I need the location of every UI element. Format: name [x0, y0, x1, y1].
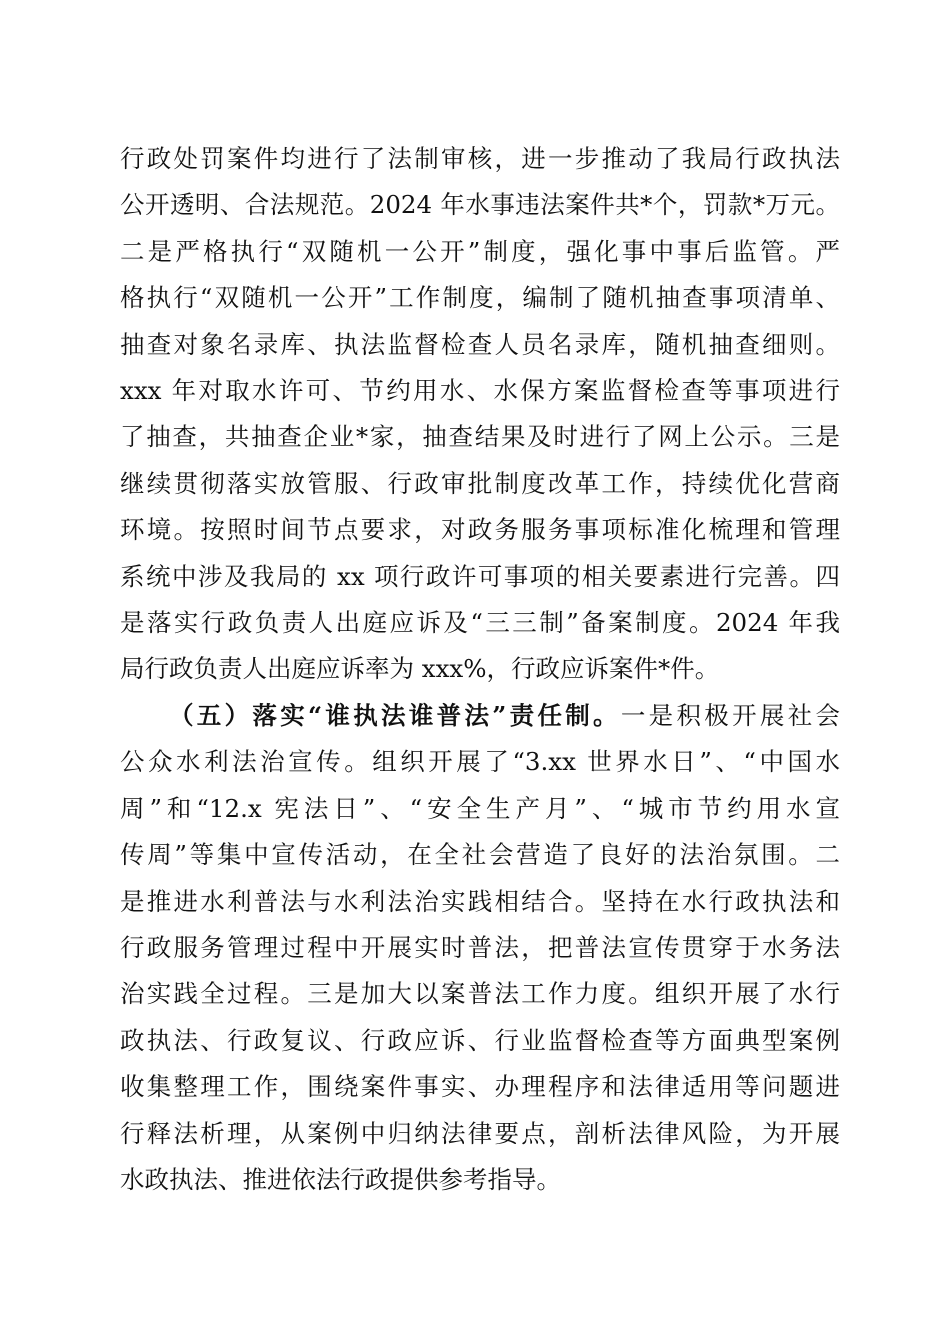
paragraph-2	[120, 693, 840, 1203]
heading-line-rest: 一是积极开展社会	[620, 701, 841, 730]
paragraph-line: 环境。按照时间节点要求，对政务服务事项标准化梳理和管理	[120, 515, 840, 545]
paragraph-line: 治实践全过程。三是加大以案普法工作力度。组织开展了水行	[120, 979, 840, 1009]
paragraph-line: 是推进水利普法与水利法治实践相结合。坚持在水行政执法和	[120, 886, 840, 916]
paragraph-line: xxx 年对取水许可、节约用水、水保方案监督检查等事项进行	[120, 375, 840, 405]
paragraph-line: 公众水利法治宣传。组织开展了“3.xx 世界水日”、“中国水	[120, 747, 840, 777]
paragraph-line: 周”和“12.x 宪法日”、“安全生产月”、“城市节约用水宣	[120, 793, 840, 823]
paragraph-line: 了抽查，共抽查企业*家，抽查结果及时进行了网上公示。三是	[120, 422, 840, 452]
paragraph-line: 水政执法、推进依法行政提供参考指导。	[120, 1164, 561, 1194]
paragraph-line: 传周”等集中宣传活动，在全社会营造了良好的法治氛围。二	[120, 840, 840, 870]
paragraph-line: 格执行“双随机一公开”工作制度，编制了随机抽查事项清单、	[120, 283, 840, 313]
paragraph-line: 局行政负责人出庭应诉率为 xxx%，行政应诉案件*件。	[120, 654, 720, 684]
paragraph-line: 行政处罚案件均进行了法制审核，进一步推动了我局行政执法	[120, 144, 840, 173]
paragraph-line: 是落实行政负责人出庭应诉及“三三制”备案制度。2024 年我	[120, 607, 840, 637]
paragraph-line: 公开透明、合法规范。2024 年水事违法案件共*个，罚款*万元。	[120, 190, 840, 220]
paragraph-line: 二是严格执行“双随机一公开”制度，强化事中事后监管。严	[120, 236, 840, 266]
paragraph-1	[120, 136, 840, 693]
paragraph-line: 行释法析理，从案例中归纳法律要点，剖析法律风险，为开展	[120, 1118, 840, 1148]
paragraph-line: 抽查对象名录库、执法监督检查人员名录库，随机抽查细则。	[120, 329, 840, 359]
paragraph-line: 收集整理工作，围绕案件事实、办理程序和法律适用等问题进	[120, 1072, 840, 1102]
paragraph-line: 系统中涉及我局的 xx 项行政许可事项的相关要素进行完善。四	[120, 561, 840, 591]
section-heading: （五）落实“谁执法谁普法”责任制。	[169, 701, 621, 730]
paragraph-line: 继续贯彻落实放管服、行政审批制度改革工作，持续优化营商	[120, 468, 840, 498]
section-heading-line	[120, 693, 840, 739]
paragraph-line: 政执法、行政复议、行政应诉、行业监督检查等方面典型案例	[120, 1025, 840, 1055]
paragraph-line: 行政服务管理过程中开展实时普法，把普法宣传贯穿于水务法	[120, 932, 840, 962]
